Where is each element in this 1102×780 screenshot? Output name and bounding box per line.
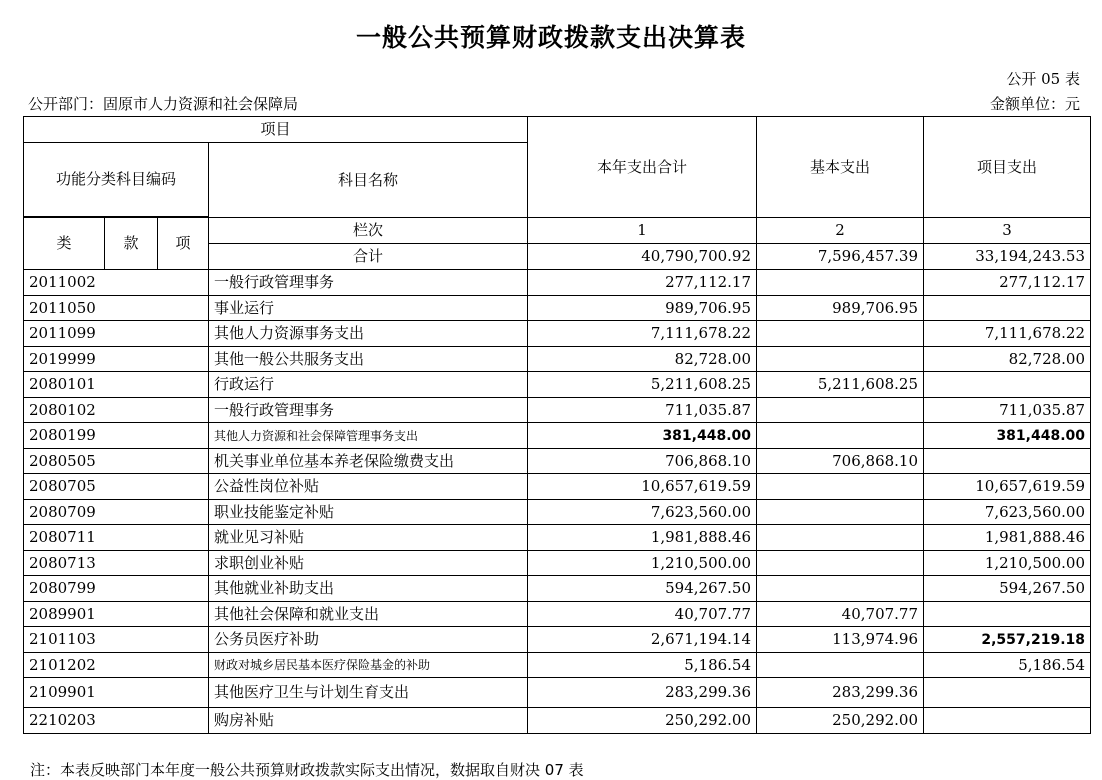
- row-basic-amount: [757, 423, 924, 449]
- table-row: [24, 551, 1091, 576]
- footnote: 注：本表反映部门本年度一般公共预算财政拨款实际支出情况，数据取自财决 07 表: [30, 761, 584, 779]
- row-total-amount: 7,111,678.22: [528, 321, 757, 347]
- row-subject-name: 其他人力资源和社会保障管理事务支出: [209, 423, 528, 449]
- row-code: 2109901: [24, 678, 209, 708]
- row-code: 2080199: [24, 423, 209, 449]
- row-total-amount: 594,267.50: [528, 576, 757, 602]
- row-basic-amount: 283,299.36: [757, 678, 924, 708]
- header-item: 项目: [24, 117, 528, 143]
- row-total-amount: 277,112.17: [528, 270, 757, 296]
- header-total: 本年支出合计: [528, 117, 757, 218]
- row-code: 2080705: [24, 474, 209, 500]
- row-subject-name: 其他医疗卫生与计划生育支出: [209, 678, 528, 708]
- row-subject-name: 求职创业补贴: [209, 551, 528, 576]
- table-row: [24, 576, 1091, 602]
- row-total-amount: 2,671,194.14: [528, 627, 757, 653]
- row-code: 2080799: [24, 576, 209, 602]
- row-subject-name: 机关事业单位基本养老保险缴费支出: [209, 449, 528, 474]
- table-row: [24, 602, 1091, 627]
- row-basic-amount: [757, 321, 924, 347]
- department-label: 公开部门：固原市人力资源和社会保障局: [28, 95, 299, 113]
- row-total-amount: 7,623,560.00: [528, 500, 757, 525]
- row-project-amount: [924, 372, 1091, 398]
- row-code: 2080709: [24, 500, 209, 525]
- row-basic-amount: [757, 551, 924, 576]
- row-basic-amount: [757, 474, 924, 500]
- row-code: 2011099: [24, 321, 209, 347]
- row-basic-amount: [757, 500, 924, 525]
- table-row: [24, 474, 1091, 500]
- row-subject-name: 一般行政管理事务: [209, 398, 528, 423]
- header-col-1: 1: [528, 218, 757, 244]
- total-basic: 7,596,457.39: [757, 244, 924, 270]
- row-basic-amount: 706,868.10: [757, 449, 924, 474]
- header-basic: 基本支出: [757, 117, 924, 218]
- row-code: 2019999: [24, 347, 209, 372]
- row-total-amount: 5,186.54: [528, 653, 757, 678]
- row-basic-amount: 250,292.00: [757, 708, 924, 734]
- table-row: [24, 500, 1091, 525]
- row-subject-name: 公益性岗位补贴: [209, 474, 528, 500]
- row-subject-name: 其他社会保障和就业支出: [209, 602, 528, 627]
- row-project-amount: 277,112.17: [924, 270, 1091, 296]
- row-project-amount: [924, 708, 1091, 734]
- row-code: 2089901: [24, 602, 209, 627]
- row-basic-amount: [757, 347, 924, 372]
- table-row: [24, 296, 1091, 321]
- total-project: 33,194,243.53: [924, 244, 1091, 270]
- form-number: 公开 05 表: [1006, 70, 1080, 88]
- table-row: [24, 321, 1091, 347]
- row-project-amount: [924, 296, 1091, 321]
- row-total-amount: 5,211,608.25: [528, 372, 757, 398]
- header-xiang: 项: [158, 218, 209, 270]
- row-basic-amount: 113,974.96: [757, 627, 924, 653]
- row-basic-amount: 989,706.95: [757, 296, 924, 321]
- row-basic-amount: [757, 270, 924, 296]
- header-col-2: 2: [757, 218, 924, 244]
- row-code: 2101202: [24, 653, 209, 678]
- table-row: [24, 653, 1091, 678]
- row-subject-name: 其他人力资源事务支出: [209, 321, 528, 347]
- page-title: 一般公共预算财政拨款支出决算表: [355, 23, 746, 52]
- header-col-3: 3: [924, 218, 1091, 244]
- row-code: 2080101: [24, 372, 209, 398]
- table-header: [24, 117, 1091, 270]
- row-basic-amount: [757, 653, 924, 678]
- row-project-amount: 1,210,500.00: [924, 551, 1091, 576]
- row-project-amount: 7,111,678.22: [924, 321, 1091, 347]
- row-project-amount: 2,557,219.18: [924, 627, 1091, 653]
- row-project-amount: [924, 678, 1091, 708]
- row-subject-name: 就业见习补贴: [209, 525, 528, 551]
- table-row: [24, 398, 1091, 423]
- row-basic-amount: [757, 576, 924, 602]
- row-project-amount: 381,448.00: [924, 423, 1091, 449]
- table-row: [24, 678, 1091, 708]
- row-project-amount: [924, 449, 1091, 474]
- row-code: 2011050: [24, 296, 209, 321]
- table-row: [24, 347, 1091, 372]
- row-subject-name: 行政运行: [209, 372, 528, 398]
- row-project-amount: 1,981,888.46: [924, 525, 1091, 551]
- row-code: 2011002: [24, 270, 209, 296]
- row-total-amount: 706,868.10: [528, 449, 757, 474]
- row-project-amount: 10,657,619.59: [924, 474, 1091, 500]
- header-column-seq: 栏次: [209, 218, 528, 244]
- header-project: 项目支出: [924, 117, 1091, 218]
- row-subject-name: 一般行政管理事务: [209, 270, 528, 296]
- row-project-amount: 82,728.00: [924, 347, 1091, 372]
- row-total-amount: 381,448.00: [528, 423, 757, 449]
- table-row: [24, 627, 1091, 653]
- row-total-amount: 10,657,619.59: [528, 474, 757, 500]
- row-total-amount: 40,707.77: [528, 602, 757, 627]
- row-subject-name: 职业技能鉴定补贴: [209, 500, 528, 525]
- row-total-amount: 1,210,500.00: [528, 551, 757, 576]
- row-basic-amount: [757, 525, 924, 551]
- row-code: 2101103: [24, 627, 209, 653]
- row-basic-amount: [757, 398, 924, 423]
- row-total-amount: 989,706.95: [528, 296, 757, 321]
- header-subject-name: 科目名称: [209, 143, 528, 218]
- row-code: 2080713: [24, 551, 209, 576]
- row-subject-name: 购房补贴: [209, 708, 528, 734]
- row-basic-amount: 40,707.77: [757, 602, 924, 627]
- row-code: 2210203: [24, 708, 209, 734]
- header-class: 类: [24, 218, 105, 270]
- total-sum: 40,790,700.92: [528, 244, 757, 270]
- row-subject-name: 事业运行: [209, 296, 528, 321]
- row-project-amount: 711,035.87: [924, 398, 1091, 423]
- row-subject-name: 其他就业补助支出: [209, 576, 528, 602]
- table-row: [24, 449, 1091, 474]
- row-total-amount: 711,035.87: [528, 398, 757, 423]
- row-project-amount: 594,267.50: [924, 576, 1091, 602]
- table-row: [24, 372, 1091, 398]
- row-total-amount: 283,299.36: [528, 678, 757, 708]
- expenditure-table: [23, 116, 1091, 734]
- row-project-amount: [924, 602, 1091, 627]
- row-subject-name: 其他一般公共服务支出: [209, 347, 528, 372]
- row-basic-amount: 5,211,608.25: [757, 372, 924, 398]
- table-row: [24, 708, 1091, 734]
- total-label: 合计: [209, 244, 528, 270]
- row-code: 2080505: [24, 449, 209, 474]
- unit-label: 金额单位：元: [989, 95, 1080, 113]
- row-total-amount: 1,981,888.46: [528, 525, 757, 551]
- row-code: 2080711: [24, 525, 209, 551]
- row-total-amount: 250,292.00: [528, 708, 757, 734]
- table-row: [24, 423, 1091, 449]
- header-func-code: 功能分类科目编码: [24, 143, 209, 217]
- row-code: 2080102: [24, 398, 209, 423]
- row-subject-name: 公务员医疗补助: [209, 627, 528, 653]
- row-total-amount: 82,728.00: [528, 347, 757, 372]
- table-row: [24, 525, 1091, 551]
- header-kuan: 款: [105, 218, 158, 270]
- table-body: [24, 270, 1091, 734]
- row-subject-name: 财政对城乡居民基本医疗保险基金的补助: [209, 653, 528, 678]
- row-project-amount: 5,186.54: [924, 653, 1091, 678]
- table-row: [24, 270, 1091, 296]
- row-project-amount: 7,623,560.00: [924, 500, 1091, 525]
